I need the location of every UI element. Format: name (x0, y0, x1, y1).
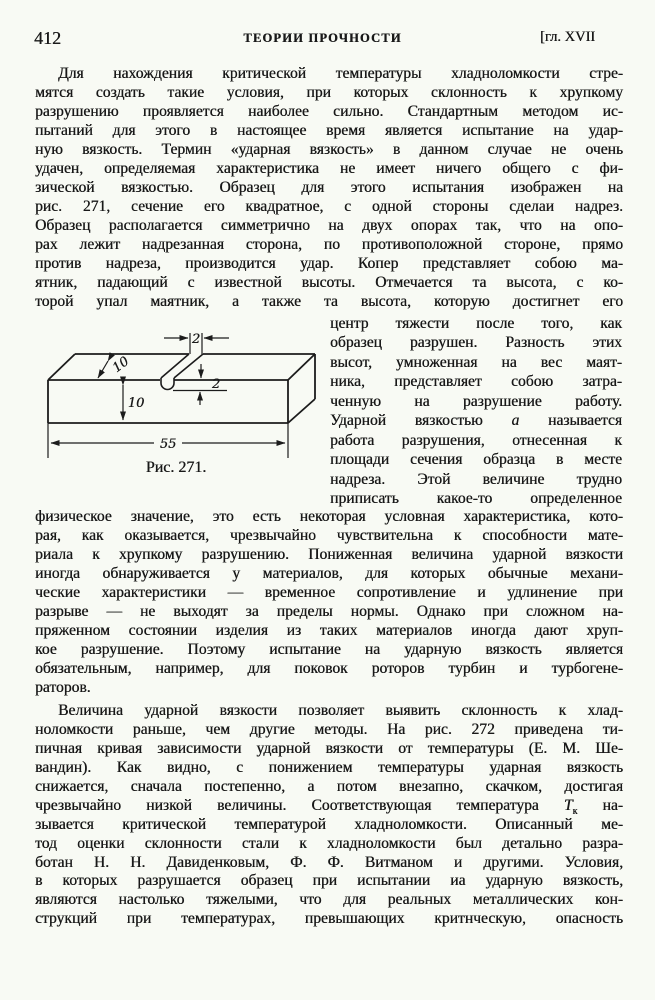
text-line: Величина ударной вязкости позволяет выявить склонность к хлад- (58, 702, 623, 719)
paragraph-1-continuation (35, 507, 623, 697)
text-line: Для нахождения критической температуры хладноломкости стре- (58, 65, 623, 82)
text-line: образец разрушен. Разность этих (330, 334, 622, 352)
text-line: вандин). Как видно, с понижением температуры ударная вязкость (35, 758, 623, 776)
text-line: иногда обнаруживается у материалов, для которых обычные механи- (35, 565, 623, 582)
text-line: ятник, падающий с известной высоты. Отмечается та высота, с ко- (35, 274, 623, 291)
dim-label-notch-width: 2 (191, 332, 201, 347)
text-line: рах лежит надрезанная сторона, по противоположной стороне, прямо (35, 236, 623, 253)
text-line: мятся создать такие условия, при которых склонность к хрупкому (35, 84, 623, 101)
text-line: ника, представляет собою затра- (330, 373, 622, 391)
paragraph-2 (35, 702, 623, 929)
text-line: в которых разрушается образец при испытании иа ударную вязкость, (35, 872, 623, 890)
dim-label-height: 10 (127, 396, 145, 411)
text-line: снижается, сначала постепенно, а потом внезапно, скачком, достигая (35, 777, 623, 795)
text-line: ную вязкость. Термин «ударная вязкость» в данном случае не очень (35, 141, 623, 158)
page-number: 412 (34, 28, 61, 48)
text-line: физическое значение, это есть некоторая условная характеристика, кото- (35, 508, 623, 525)
variable-a: а (511, 412, 520, 430)
column-beside-figure (330, 314, 622, 508)
text-line: ноломкости раньше, чем другие методы. На рис. 272 приведена ти- (35, 720, 623, 738)
text-line: обязательным, например, для поковок роторов турбин и турбогене- (35, 660, 623, 677)
text-line: рис. 271, сечение его квадратное, с одной стороны сделаи надрез. (35, 198, 623, 215)
paragraph-1 (35, 64, 623, 311)
text-line: ченную на разрушение работу. (330, 392, 622, 410)
dim-label-notch-depth: 2 (211, 377, 221, 392)
text-line: Ударной вязкостью а называется (330, 412, 622, 430)
subscript-k: к (572, 805, 578, 817)
text-line: ческие характеристики — временное сопротивление и удлинение при (35, 584, 623, 601)
figure-caption: Рис. 271. (145, 459, 207, 476)
text-line: являются настолько тяжелыми, что для реальных металлических кон- (35, 891, 623, 909)
variable-T: Т (563, 796, 573, 814)
text-line: разрыве — не выходят за пределы нормы. Однако при сложном на- (35, 603, 623, 620)
text-line: тод оценки склонности стали к хладноломкости был детально разра- (35, 834, 623, 852)
text-line: торой упал маятник, а также та высота, которую достигнет его (35, 293, 623, 310)
text-line: зической вязкостью. Образец для этого испытания изображен на (35, 179, 623, 196)
text-line: пряженном состоянии изделия из таких материалов иногда дают хруп- (35, 622, 623, 639)
running-title: ТЕОРИИ ПРОЧНОСТИ (243, 31, 402, 45)
text-line: приписать какое-то определенное (330, 489, 622, 507)
text-line: надреза. Этой величине трудно (330, 470, 622, 488)
text-line: зывается критической температурой хладноломкости. Описанный ме- (35, 815, 623, 833)
notch (161, 354, 203, 390)
text-line: риала к хрупкому разрушению. Пониженная величина ударной вязкости (35, 546, 623, 563)
dim-label-top-width: 10 (109, 354, 133, 377)
specimen-bar-outline (48, 354, 315, 423)
text-line: площади сечения образца в месте (330, 451, 622, 469)
text-line: пытаний для этого в настоящее время является испытание на удар- (35, 122, 623, 139)
text-line: ботан Н. Н. Давиденковым, Ф. Ф. Витманом и другими. Условия, (35, 853, 623, 871)
text-line: кое разрушение. Поэтому испытание на ударную вязкость является (35, 641, 623, 658)
text-line: пичная кривая зависимости ударной вязкости от температуры (Е. М. Ше- (35, 739, 623, 757)
text-line: Образец располагается симметрично на двух опорах так, что на опо- (35, 217, 623, 234)
chapter-marker: [гл. XVII (540, 29, 596, 45)
text-line: чрезвычайно низкой величины. Соответствующая температура $Т_к$ на- (35, 796, 623, 817)
text-line: центр тяжести после того, как (330, 315, 622, 332)
text-line: против надреза, производится удар. Копер представляет собою ма- (35, 255, 623, 272)
text-line: удачен, определяемая характеристика не имеет ничего общего с фи- (35, 160, 623, 177)
text-line: рая, как оказывается, чрезвычайно чувствительна к способности мате- (35, 527, 623, 544)
text-line: высот, умноженная на вес маят- (330, 353, 622, 371)
text-line: струкций при температурах, превышающих критнческую, опасность (35, 910, 623, 928)
text-line: раторов. (35, 679, 91, 696)
text-line: работа разрушения, отнесенная к (330, 431, 622, 449)
text-line: разрушению проявляется наиболее сильно. Стандартным методом ис- (35, 103, 623, 120)
dim-label-length: 55 (159, 437, 177, 452)
